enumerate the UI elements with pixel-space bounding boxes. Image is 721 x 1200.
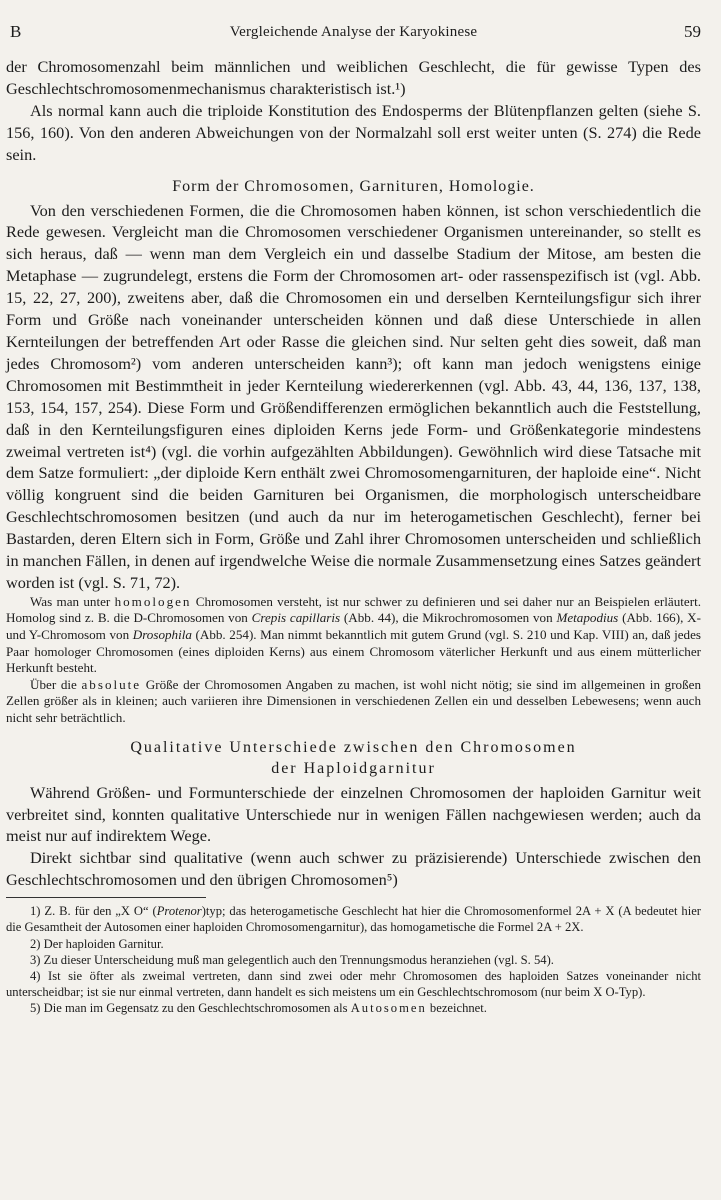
text-run: Über die (30, 676, 82, 692)
emphasis-autosomen: Autosomen (350, 1001, 427, 1016)
running-header (6, 18, 701, 44)
emphasis-homologen: homologen (114, 593, 192, 609)
species-name: Crepis capillaris (251, 610, 341, 626)
text-run: Chromosomen versteht, ist nur schwer zu definieren und sei daher nur an Beispielen erläutert. Homolog sind z. B. die D-Chromosomen von (6, 593, 702, 626)
main-text-form (6, 200, 701, 594)
small-print-block (6, 594, 701, 727)
paragraph-absolute-size (6, 677, 701, 727)
heading-line-1: Qualitative Unterschiede zwischen den Chromosomen (130, 738, 577, 756)
section-heading-qualitative (6, 737, 701, 779)
emphasis-absolute: absolute (81, 676, 142, 692)
paragraph-endosperm: Als normal kann auch die triploide Konstitution des Endosperms der Blütenpflanzen gelten (siehe S. 156, 160). Von den anderen Abweichungen von der Normalzahl soll erst weiter unten (S. 274) die Rede sein. (6, 100, 701, 164)
species-name: Protenor (156, 904, 202, 919)
species-name: Drosophila (132, 627, 192, 643)
paragraph-continuation: der Chromosomenzahl beim männlichen und weiblichen Geschlecht, die für gewisse Typen des Geschlechtschromosomenmechanismus charakteristisch ist.¹) (6, 57, 701, 98)
signature-letter: B (10, 22, 22, 41)
text-run: Größe der Chromosomen Angaben zu machen, ist wohl nicht nötig; sie sind im allgemeinen in großen Zellen größer als in kleinen; auch variieren ihre Dimensionen in verschiedenen Zellen ein und desselben Lebewesens; wenn auch nicht sehr beträchtlich. (6, 676, 702, 725)
heading-line-2: der Haploidgarnitur (271, 759, 436, 777)
text-run: 5) Die man im Gegensatz zu den Geschlechtschromosomen als (30, 1001, 351, 1016)
footnote-5 (6, 1000, 701, 1016)
species-name: Metapodius (556, 610, 619, 626)
text-run: 1) Z. B. für den „X O“ ( (30, 904, 157, 919)
footnotes (6, 903, 701, 1016)
text-run: Was man unter (30, 593, 115, 609)
paragraph-homologous (6, 594, 701, 677)
footnote-4: 4) Ist sie öfter als zweimal vertreten, dann sind zwei oder mehr Chromosomen des haploiden Satzes voneinander nicht unterscheidbar; ist sie nur einmal vertreten, dann handelt es sich meistens um ein Geschlechtschromosom (nur beim X O-Typ). (6, 968, 701, 1000)
paragraph-form-chromosomes: Von den verschiedenen Formen, die die Chromosomen haben können, ist schon verschiedentlich die Rede gewesen. Vergleicht man die Chromosomen verschiedener Organismen untereinander, so stellt es sich heraus, daß — wenn man dem Vergleich ein und dasselbe Stadium der Mitose, am besten die Metaphase — zugrundelegt, erstens die Form der Chromosomen art- oder rassenspezifisch ist (vgl. Abb. 15, 22, 27, 200), zweitens aber, daß die Chromosomen ein und derselben Kernteilungsfigur sich ihrer Form und Größe nach voneinander unterscheiden können und daß diese Unterschiede in allen Kernteilungen der betreffenden Art oder Rasse die gleichen sind. Nur selten geht dies soweit, daß man jedes Chromosom²) vom anderen unterscheiden kann³); oft kann man jedoch wenigstens einige Chromosomen mit Bestimmtheit in jeder Kernteilung wiedererkennen (vgl. Abb. 43, 44, 136, 137, 138, 153, 154, 157, 254). Diese Form und Größendifferenzen ermöglichen bekanntlich auch die Feststellung, daß in den Kernteilungsfiguren eines diploiden Kerns jede Form- und Größenkategorie mindestens zweimal vertreten ist⁴) (vgl. die vorhin aufgezählten Abbildungen). Gewöhnlich wird diese Tatsache mit dem Satze formuliert: „der diploide Kern enthält zwei Chromosomengarnituren, der haploide eine“. Nicht völlig kongruent sind die beiden Garnituren bei Organismen, die morphologisch unterscheidbare Geschlechtschromosomen besitzen (und auch da nur im heterogametischen Geschlecht), ferner bei Bastarden, deren Eltern sich in Form, Größe und Zahl ihrer Chromosomen unterscheiden und schließlich in manchen Fällen, in denen auf irgendwelche Weise die normale Zusammensetzung eines Satzes geändert worden ist (vgl. S. 71, 72). (6, 200, 701, 592)
running-title: Vergleichende Analyse der Karyokinese (229, 24, 478, 40)
paragraph-qualitative-1: Während Größen- und Formunterschiede der einzelnen Chromosomen der haploiden Garnitur weit verbreitet sind, konnten qualitative Unterschiede nur in wenigen Fällen nachgewiesen werden; auch da meist nur auf indirektem Wege. (6, 782, 701, 846)
footnote-3: 3) Zu dieser Unterscheidung muß man gelegentlich auch den Trennungsmodus heranziehen (vgl. S. 54). (30, 952, 554, 967)
text-run: (Abb. 166), X- und Y-Chromosom von (6, 610, 701, 643)
text-run: )typ; das heterogametische Geschlecht hat hier die Chromosomenformel 2A + X (A bedeutet hier die Gesamtheit der Autosomen einer haploiden Chromosomengarnitur), das homogametische die Formel 2A + 2X. (6, 904, 701, 935)
page-number: 59 (684, 22, 701, 41)
footnote-2: 2) Der haploiden Garnitur. (30, 936, 164, 951)
text-run: (Abb. 44), die Mikrochromosomen von (340, 610, 557, 626)
paragraph-qualitative-2: Direkt sichtbar sind qualitative (wenn auch schwer zu präzisierende) Unterschiede zwischen den Geschlechtschromosomen und den übrigen Chromosomen⁵) (6, 848, 701, 890)
page-body (6, 56, 701, 1017)
section-heading-form: Form der Chromosomen, Garnituren, Homologie. (172, 177, 535, 195)
text-run: bezeichnet. (426, 1001, 487, 1016)
footnote-1 (6, 903, 701, 935)
footnote-divider (6, 897, 206, 898)
text-run: (Abb. 254). Man nimmt bekanntlich mit gutem Grund (vgl. S. 210 und Kap. VIII) an, daß jedes Paar homologer Chromosomen (eines diploiden Kerns) aus einem Chromosom väterlicher Herkunft und aus einem mütterlicher Herkunft besteht. (6, 627, 701, 676)
main-text-top (6, 56, 701, 166)
main-text-qualitative (6, 782, 701, 892)
